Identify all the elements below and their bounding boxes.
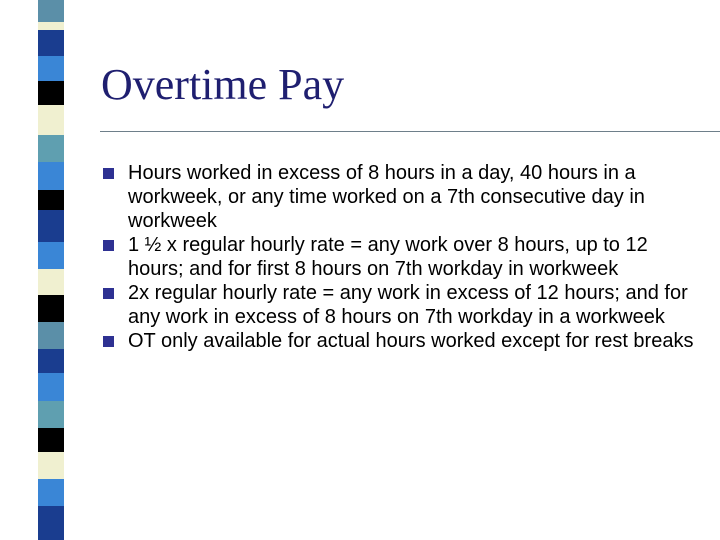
bullet-text: 2x regular hourly rate = any work in excess of 12 hours; and for any work in excess of 8 hours on 7th workday in a workweek	[128, 282, 688, 328]
title-divider	[100, 131, 720, 132]
bullet-text: 1 ½ x regular hourly rate = any work over 8 hours, up to 12 hours; and for first 8 hours on 7th workday in workweek	[128, 234, 648, 280]
bullet-item	[100, 329, 705, 353]
slide-title: Overtime Pay	[101, 60, 345, 109]
bullet-text: OT only available for actual hours worked except for rest breaks	[128, 330, 694, 352]
square-bullet-icon	[103, 240, 114, 251]
square-bullet-icon	[103, 336, 114, 347]
square-bullet-icon	[103, 168, 114, 179]
square-bullet-icon	[103, 288, 114, 299]
bullet-text: Hours worked in excess of 8 hours in a day, 40 hours in a workweek, or any time worked on a 7th consecutive day in workweek	[128, 162, 645, 232]
bullet-item	[100, 233, 705, 281]
bullet-item	[100, 161, 705, 233]
bullet-item	[100, 281, 705, 329]
decorative-stripe	[38, 0, 64, 540]
bullet-list	[100, 161, 705, 353]
